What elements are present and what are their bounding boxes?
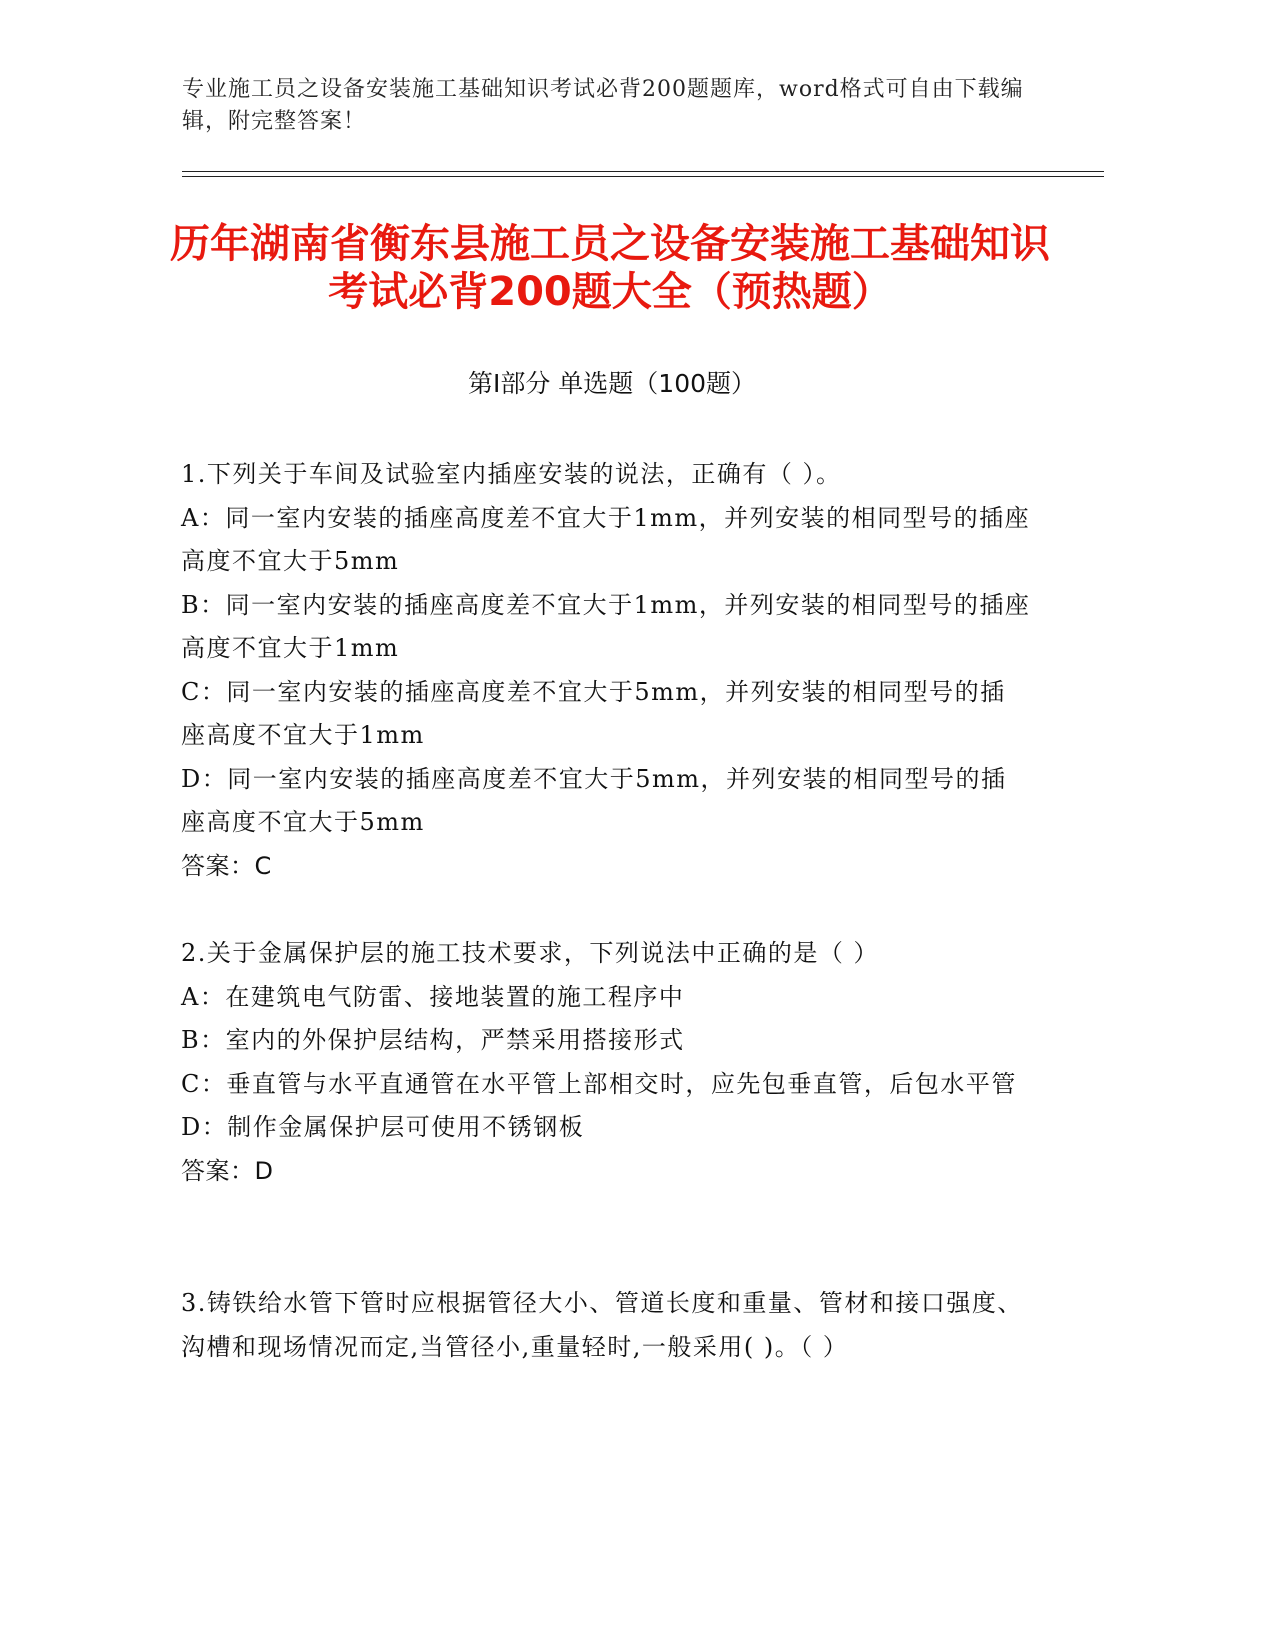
question-stem: 3.铸铁给水管下管时应根据管径大小、管道长度和重量、管材和接口强度、沟槽和现场情况而定,当管径小,重量轻时,一般采用( )。（ ）: [181, 1289, 1023, 1361]
option-b: B：同一室内安装的插座高度差不宜大于1mm，并列安装的相同型号的插座高度不宜大于1mm: [181, 590, 1031, 662]
question-1: [181, 453, 1031, 888]
option-c: C：垂直管与水平直通管在水平管上部相交时，应先包垂直管，后包水平管: [181, 1069, 1017, 1098]
answer-line: 答案：C: [181, 851, 272, 880]
option-a: A：在建筑电气防雷、接地装置的施工程序中: [181, 982, 685, 1011]
document-title: 历年湖南省衡东县施工员之设备安装施工基础知识考试必背200题大全（预热题）: [170, 221, 1050, 315]
answer-line: 答案：D: [181, 1156, 274, 1185]
header-note: 专业施工员之设备安装施工基础知识考试必背200题题库，word格式可自由下载编辑，附完整答案！: [182, 77, 1024, 134]
question-stem: 1.下列关于车间及试验室内插座安装的说法，正确有（ ）。: [181, 460, 842, 488]
option-d: D：制作金属保护层可使用不锈钢板: [181, 1113, 585, 1141]
question-2: [181, 932, 1031, 1193]
header-rule-bottom: [182, 176, 1104, 177]
header-rule-top: [182, 171, 1104, 172]
option-c: C：同一室内安装的插座高度差不宜大于5mm，并列安装的相同型号的插座高度不宜大于1mm: [181, 677, 1006, 749]
question-3: [181, 1282, 1031, 1369]
option-a: A：同一室内安装的插座高度差不宜大于1mm，并列安装的相同型号的插座高度不宜大于5mm: [181, 503, 1031, 575]
question-stem: 2.关于金属保护层的施工技术要求，下列说法中正确的是（ ）: [181, 939, 880, 967]
option-b: B：室内的外保护层结构，严禁采用搭接形式: [181, 1026, 685, 1054]
section-heading: 第Ⅰ部分 单选题（100题）: [467, 369, 757, 398]
option-d: D：同一室内安装的插座高度差不宜大于5mm，并列安装的相同型号的插座高度不宜大于5mm: [181, 764, 1007, 836]
